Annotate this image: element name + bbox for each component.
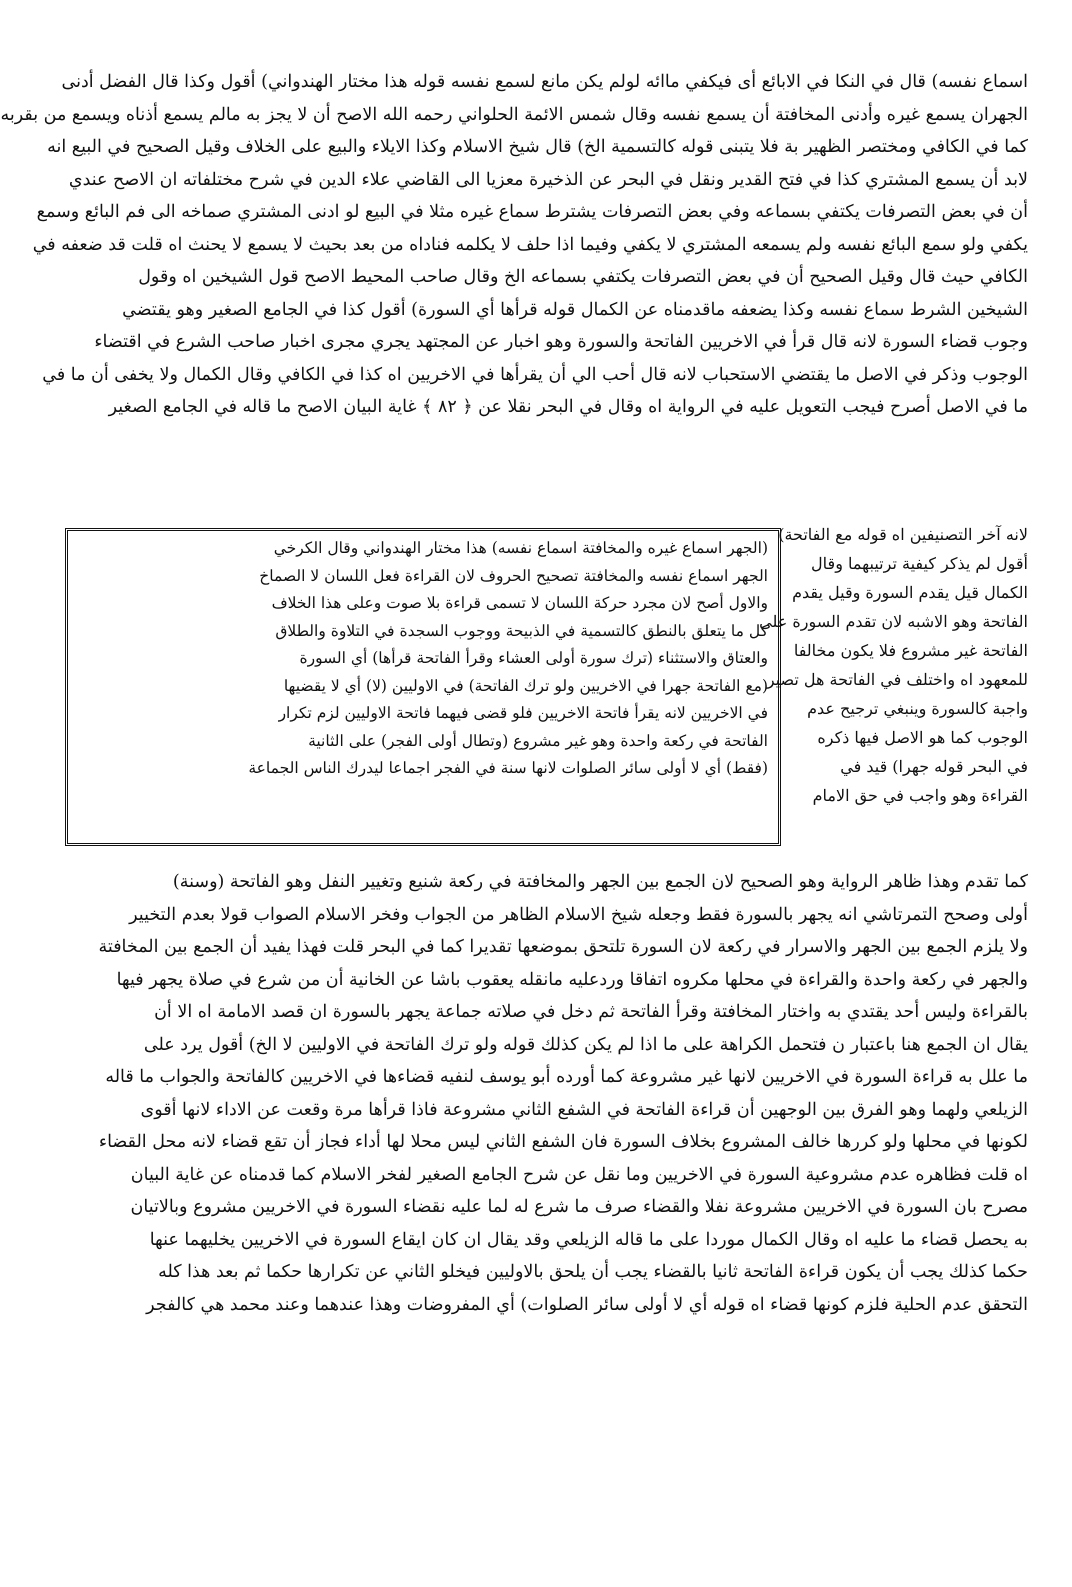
side-line: في البحر قوله جهرا) قيد في bbox=[840, 757, 1028, 776]
text-line: التحقق عدم الحلية فلزم كونها قضاء اه قوله أي لا أولى سائر الصلوات) أي المفروضات وهذا عندهما وعند محمد هي كالفجر bbox=[146, 1294, 1028, 1315]
text-line: به يحصل قضاء ما عليه اه وقال الكمال موردا على ما قاله الزيلعي وقد يقال ان كان ايقاع السورة في الاخريين يخليهما عنها bbox=[149, 1229, 1028, 1250]
side-line: الكمال قيل يقدم السورة وقيل يقدم bbox=[792, 583, 1028, 602]
text-line: بالقراءة وليس أحد يقتدي به واختار المخافتة وقرأ الفاتحة ثم دخل في صلاته جماعة يجهر بالسورة ان قصد الامامة اه الا أن bbox=[154, 1002, 1028, 1022]
text-line: وجوب قضاء السورة لانه قال قرأ في الاخريين الفاتحة والسورة وهو اخبار عن المجتهد يجري مجرى اخبار صاحب الشرع في اقتضاء bbox=[94, 332, 1028, 352]
text-line: الوجوب وذكر في الاصل ما يقتضي الاستحباب لانه قال أحب الي أن يقرأها في الاخريين اه كذا في الكافي وقال الكمال ولا يخفى أن ما في bbox=[42, 364, 1028, 385]
side-line: الفاتحة غير مشروع فلا يكون مخالفا bbox=[793, 641, 1028, 660]
text-line: ما علل به قراءة السورة في الاخريين لانها غير مشروعة كما أورده أبو يوسف لنفيه قضاءها في الاخريين كالفاتحة والجواب ما قاله bbox=[105, 1067, 1028, 1087]
main-text-line: الجهر اسماع نفسه والمخافتة تصحيح الحروف لان القراءة فعل اللسان لا الصماخ bbox=[259, 566, 768, 585]
commentary-top-text bbox=[0, 66, 1028, 424]
text-line: كما تقدم وهذا ظاهر الرواية وهو الصحيح لان الجمع بين الجهر والمخافتة في ركعة شنيع وتغيير النفل وهو الفاتحة (وسنة) bbox=[172, 872, 1028, 892]
main-text-frame bbox=[65, 528, 781, 846]
side-line: أقول لم يذكر كيفية ترتيبهما وقال bbox=[811, 554, 1028, 573]
text-line: اه قلت فظاهره عدم مشروعية السورة في الاخريين وما نقل عن شرح الجامع الصغير لفخر الاسلام كما قدمناه عن غاية البيان bbox=[130, 1164, 1028, 1185]
text-line: الجهران يسمع غيره وأدنى المخافتة أن يسمع نفسه وقال شمس الائمة الحلواني رحمه الله الاصح أن لا يجز به مالم يسمع أذناه ويسمع من بقربه bbox=[0, 104, 1028, 125]
scanned-book-page bbox=[0, 48, 1028, 1548]
text-line: يقال ان الجمع هنا باعتبار ن فتحمل الكراهة على ما اذا لم يكن كذلك قوله ولو ترك الفاتحة في الاوليين لا الخ) أقول يرد على bbox=[143, 1034, 1028, 1055]
main-text-line: في الاخريين لانه يقرأ فاتحة الاخريين فلو قضى فيهما فاتحة الاوليين لزم تكرار bbox=[278, 704, 768, 722]
text-line: الشيخين الشرط سماع نفسه وكذا يضعفه ماقدمناه عن الكمال قوله قرأها أي السورة) أقول كذا في الجامع الصغير وهو يقتضي bbox=[122, 299, 1028, 320]
commentary-side-column bbox=[759, 520, 1028, 810]
side-line: الوجوب كما هو الاصل فيها ذكره bbox=[817, 728, 1028, 747]
main-text-line: والاول أصح لان مجرد حركة اللسان لا تسمى قراءة بلا صوت وعلى هذا الخلاف bbox=[271, 594, 768, 612]
text-line: مصرح بان السورة في الاخريين مشروعة نفلا والقضاء صرف ما شرع له لما عليه نقضاء السورة في الاخريين مشروع وبالاتيان bbox=[130, 1197, 1028, 1217]
text-line: أن في بعض التصرفات يكتفي بسماعه وفي بعض التصرفات يشترط سماع غيره مثلا في البيع لو ادنى المشتري صماخه الى فم البائع وسمع bbox=[36, 202, 1028, 222]
main-text-line: والعتاق والاستثناء (ترك سورة أولى العشاء وقرأ الفاتحة قرأها) أي السورة bbox=[299, 649, 768, 667]
side-line: لانه آخر التصنيفين اه قوله مع الفاتحة) bbox=[778, 525, 1028, 544]
text-line: يكفي ولو سمع البائع نفسه ولم يسمعه المشتري لا يكفي وفيما اذا حلف لا يكلمه فناداه من بعد بحيث لا يسمع لا يحنث اه قلت قد ضعفه في bbox=[32, 234, 1028, 255]
side-line: القراءة وهو واجب في حق الامام bbox=[812, 786, 1028, 805]
text-line: ولا يلزم الجمع بين الجهر والاسرار في ركعة لان السورة تلتحق بموضعها تقديرا كما في البحر قلت فهذا يفيد أن الجمع بين المخافتة bbox=[98, 937, 1028, 957]
text-line: الزيلعي ولهما وهو الفرق بين الوجهين أن قراءة الفاتحة في الشفع الثاني مشروعة فاذا قرأها مرة وقعت عن الاداء لانها أقوى bbox=[140, 1099, 1028, 1120]
text-line: والجهر في ركعة واحدة والقراءة في محلها مكروه اتفاقا وردعليه مانقله يعقوب باشا عن الخانية أن من شرع في صلاة يجهر فيها bbox=[116, 969, 1028, 990]
middle-section bbox=[65, 520, 1028, 860]
text-line: لابد أن يسمع المشتري كذا في فتح القدير ونقل في البحر عن الذخيرة معزيا الى القاضي علاء الدين في شرح مختلفاته ان الاصح عندي bbox=[68, 169, 1028, 190]
main-text-line: (فقط) أي لا أولى سائر الصلوات لانها سنة في الفجر اجماعا ليدرك الناس الجماعة bbox=[248, 759, 768, 777]
text-line: الكافي حيث قال وقيل الصحيح أن في بعض التصرفات يكتفي بسماعه الخ وقال صاحب المحيط الاصح قول الشيخين اه وقول bbox=[138, 267, 1028, 287]
main-text-line: (الجهر اسماع غيره والمخافتة اسماع نفسه) هذا مختار الهندواني وقال الكرخي bbox=[273, 539, 768, 557]
text-line: حكما كذلك يجب أن يكون قراءة الفاتحة ثانيا بالقضاء يجب أن يلحق بالاوليين فيخلو الثاني عن تكرارها حكما ثم بعد هذا كله bbox=[158, 1262, 1028, 1282]
side-line: واجبة كالسورة وينبغي ترجيح عدم bbox=[807, 699, 1028, 718]
side-line: الفاتحة وهو الاشبه لان تقدم السورة على bbox=[759, 612, 1028, 631]
text-line: أولى وصحح التمرتاشي انه يجهر بالسورة فقط وجعله شيخ الاسلام الظاهر من الجواب وفخر الاسلام الصواب قولا بعدم التخيير bbox=[129, 904, 1028, 925]
text-line: اسماع نفسه) قال في النكا في الابائع أى فيكفي ماائه لولم يكن مانع لسمع نفسه قوله هذا مختار الهندواني) أقول وكذا قال الفضل أدنى bbox=[61, 72, 1028, 92]
text-line: كما في الكافي ومختصر الظهير بة فلا يتبنى قوله كالتسمية الخ) قال شيخ الاسلام وكذا الايلاء والبيع على الخلاف وقيل الصحيح في البيع انه bbox=[47, 137, 1028, 157]
main-text-line: (مع الفاتحة جهرا في الاخريين ولو ترك الفاتحة) في الاوليين (لا) أي لا يقضيها bbox=[283, 676, 768, 695]
text-line-with-page-number: ما في الاصل أصرح فيجب التعويل عليه في الرواية اه وقال في البحر نقلا عن ﴿ ٨٢ ﴾ غاية البيان الاصح ما قاله في الجامع الصغير bbox=[108, 397, 1028, 417]
side-line: للمعهود اه واختلف في الفاتحة هل تصير bbox=[766, 670, 1028, 689]
main-text-line: كل ما يتعلق بالنطق كالتسمية في الذبيحة ووجوب السجدة في التلاوة والطلاق bbox=[275, 621, 768, 640]
main-text-line: الفاتحة في ركعة واحدة وهو غير مشروع (وتطال أولى الفجر) على الثانية bbox=[308, 731, 768, 750]
text-line: لكونها في محلها ولو كررها خالف المشروع بخلاف السورة فان الشفع الثاني ليس محلا لها أداء فجاز أن تقع قضاء لانه محل القضاء bbox=[98, 1132, 1028, 1152]
commentary-bottom-text bbox=[65, 866, 1028, 1321]
